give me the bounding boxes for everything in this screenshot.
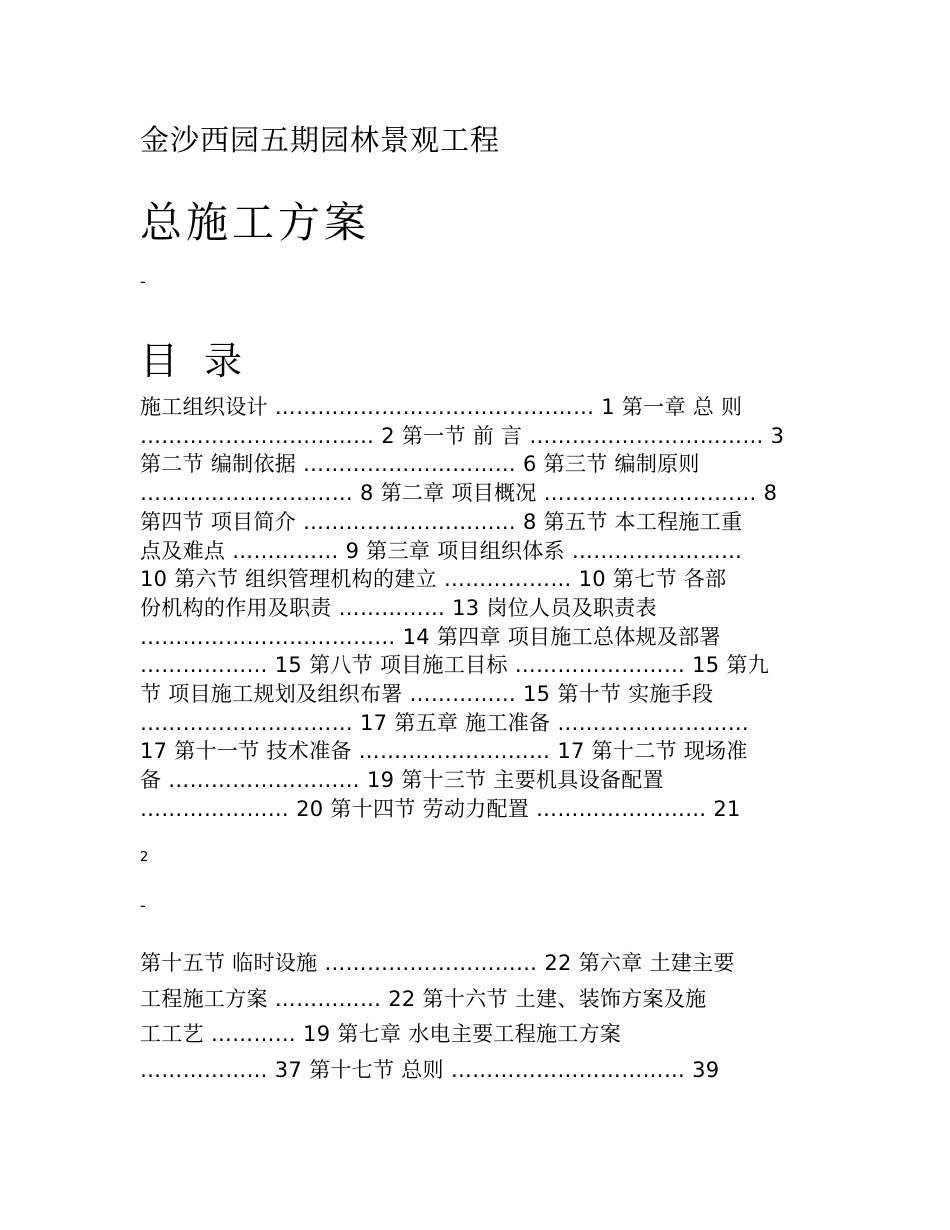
toc-line: 第二节 编制依据 ………………………… 6 第三节 编制原则 (140, 452, 700, 477)
toc-line: 工程施工方案 …………… 22 第十六节 土建、装饰方案及施 (140, 986, 707, 1011)
toc-line: 点及难点 …………… 9 第三章 项目组织体系 …………………… (140, 538, 743, 563)
toc-line: ………………………… 8 第二章 项目概况 ………………………… 8 (140, 481, 778, 506)
toc-line: 10 第六节 组织管理机构的建立 ……………… 10 第七节 各部 (140, 567, 727, 592)
toc-line: 节 项目施工规划及组织布署 …………… 15 第十节 实施手段 (140, 682, 714, 707)
toc-line: 备 ……………………… 19 第十三节 主要机具设备配置 (140, 768, 664, 793)
toc-line: 工工艺 ………… 19 第七章 水电主要工程施工方案 (140, 1022, 622, 1046)
separator-top: - (140, 272, 146, 291)
toc-line: …………………………… 2 第一节 前 言 …………………………… 3 (140, 423, 785, 448)
toc-line: 份机构的作用及职责 …………… 13 岗位人员及职责表 (140, 595, 657, 620)
project-title: 金沙西园五期园林景观工程 (140, 123, 501, 157)
toc-line: ………………… 20 第十四节 劳动力配置 …………………… 21 (140, 796, 741, 821)
separator-bottom: - (140, 896, 146, 915)
plan-title: 总施工方案 (140, 198, 371, 247)
page-number: 2 (140, 850, 149, 865)
toc-line: 17 第十一节 技术准备 ……………………… 17 第十二节 现场准 (140, 739, 748, 764)
toc-list-page-2 (140, 946, 812, 1088)
toc-line: ………………………… 17 第五章 施工准备 ……………………… (140, 710, 750, 735)
toc-line: 施工组织设计 ……………………………………… 1 第一章 总 则 (140, 395, 743, 419)
toc-line: ……………… 37 第十七节 总则 …………………………… 39 (140, 1057, 720, 1082)
toc-line: 第四节 项目简介 ………………………… 8 第五节 本工程施工重 (140, 509, 743, 534)
toc-heading: 目 录 (140, 339, 243, 383)
toc-line: ……………… 15 第八节 项目施工目标 …………………… 15 第九 (140, 653, 769, 678)
toc-line: 第十五节 临时设施 ………………………… 22 第六章 土建主要 (140, 951, 735, 975)
toc-list-page-1 (140, 393, 812, 824)
toc-line: ……………………………… 14 第四章 项目施工总体规及部署 (140, 624, 721, 649)
